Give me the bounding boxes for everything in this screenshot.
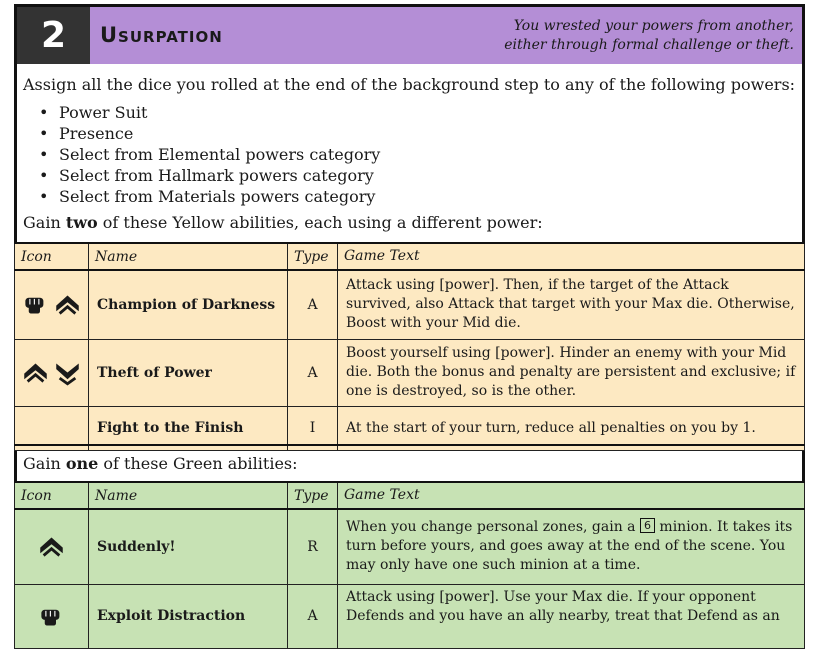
ability-name: Champion of Darkness <box>89 270 288 339</box>
boost-icon <box>22 359 49 386</box>
table-row <box>15 584 805 648</box>
background-number: 2 <box>17 7 90 64</box>
ability-name: Exploit Distraction <box>89 584 288 648</box>
ability-text: Boost yourself using [power]. Hinder an enemy with your Mid die. Both the bonus and penalty are persistent and exclusive; if one is destroyed, so is the other. <box>338 339 805 406</box>
gain-post: of these Green abilities: <box>98 454 298 473</box>
yellow-gain-text <box>23 213 543 232</box>
table-header <box>15 243 805 270</box>
gain-pre: Gain <box>23 454 66 473</box>
section-divider <box>14 444 805 446</box>
row-icons <box>15 270 89 339</box>
power-item: • Power Suit <box>37 102 380 123</box>
text-post: minion. It takes its turn before yours, and goes away at the end of the scene. You may only have one such minion at a time. <box>346 519 793 574</box>
power-item: • Select from Materials powers category <box>37 186 380 207</box>
boost-icon <box>54 291 81 318</box>
ability-card <box>14 4 805 644</box>
green-abilities-table <box>14 481 805 649</box>
ability-type: A <box>288 584 338 648</box>
table-row <box>15 339 805 406</box>
gain-post: of these Yellow abilities, each using a different power: <box>97 213 543 232</box>
col-type: Type <box>288 243 338 270</box>
table-row <box>15 270 805 339</box>
col-name: Name <box>89 482 288 509</box>
flavor-line-2: either through formal challenge or theft. <box>504 37 794 53</box>
table-row <box>15 509 805 584</box>
col-name: Name <box>89 243 288 270</box>
attack-icon <box>38 603 65 630</box>
ability-text: Attack using [power]. Then, if the target of the Attack survived, also Attack that target with your Max die. Otherwise, Boost with your Mid die. <box>338 270 805 339</box>
flavor-text <box>504 17 794 55</box>
row-icons <box>15 584 89 648</box>
gain-count: two <box>65 213 98 232</box>
ability-type: A <box>288 270 338 339</box>
col-icon: Icon <box>15 482 89 509</box>
hinder-icon <box>54 359 81 386</box>
ability-type: I <box>288 406 338 450</box>
ability-type: A <box>288 339 338 406</box>
ability-name: Fight to the Finish <box>89 406 288 450</box>
power-item: • Select from Hallmark powers category <box>37 165 380 186</box>
attack-icon <box>22 291 49 318</box>
power-list <box>37 102 380 207</box>
row-icons <box>15 509 89 584</box>
ability-text <box>338 509 805 584</box>
green-gain-text <box>23 454 298 473</box>
col-text: Game Text <box>338 482 805 509</box>
gain-count: one <box>65 454 99 473</box>
gain-pre: Gain <box>23 213 66 232</box>
col-text: Game Text <box>338 243 805 270</box>
ability-name: Suddenly! <box>89 509 288 584</box>
col-icon: Icon <box>15 243 89 270</box>
flavor-line-1: You wrested your powers from another, <box>513 18 794 34</box>
ability-type: R <box>288 509 338 584</box>
table-header <box>15 482 805 509</box>
power-item: • Presence <box>37 123 380 144</box>
col-type: Type <box>288 482 338 509</box>
intro-text: Assign all the dice you rolled at the end of the background step to any of the following powers: <box>23 75 796 94</box>
ability-text: At the start of your turn, reduce all penalties on you by 1. <box>338 406 805 450</box>
yellow-abilities-table <box>14 242 805 451</box>
boost-icon <box>38 533 65 560</box>
d6-die-icon: 6 <box>640 518 655 533</box>
power-item: • Select from Elemental powers category <box>37 144 380 165</box>
card-title: Usurpation <box>100 23 223 47</box>
text-pre: When you change personal zones, gain a <box>346 519 640 536</box>
ability-name: Theft of Power <box>89 339 288 406</box>
row-icons <box>15 339 89 406</box>
ability-text: Attack using [power]. Use your Max die. If your opponent Defends and you have an ally nearby, treat that Defend as an <box>338 584 805 648</box>
card-header <box>17 7 802 64</box>
